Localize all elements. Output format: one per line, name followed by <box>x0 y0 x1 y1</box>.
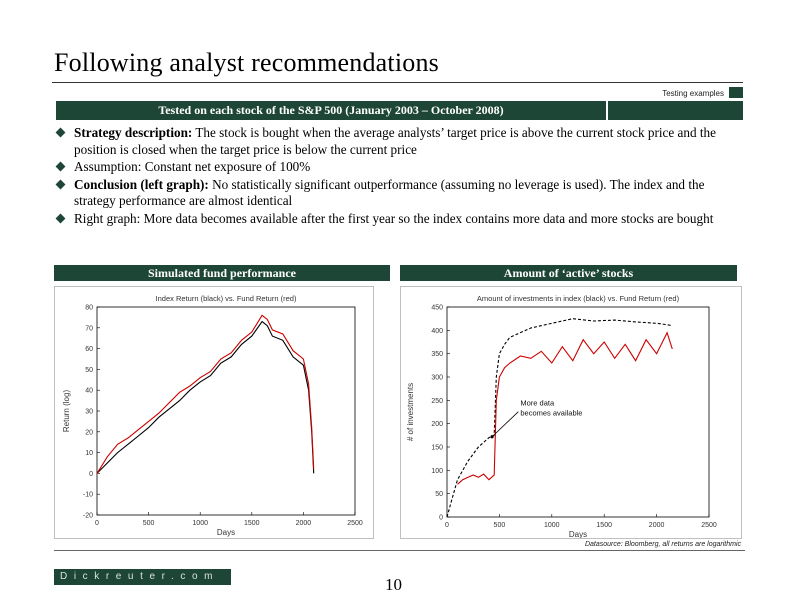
chart-title: Amount of investments in index (black) vs. Fund Return (red) <box>476 294 680 303</box>
y-tick-label: 30 <box>85 408 93 416</box>
active-stocks-chart <box>401 287 741 538</box>
y-axis-label: # of investments <box>406 382 415 442</box>
x-tick-label: 2500 <box>701 522 717 529</box>
annotation-text: More data <box>520 398 555 408</box>
x-tick-label: 0 <box>95 520 99 527</box>
bullet-text: Assumption: Constant net exposure of 100% <box>74 159 311 174</box>
y-tick-label: 450 <box>431 304 443 312</box>
y-tick-label: 50 <box>435 491 443 499</box>
x-tick-label: 500 <box>142 520 155 527</box>
y-tick-label: 40 <box>85 387 93 395</box>
x-tick-label: 0 <box>445 522 449 529</box>
x-tick-label: 500 <box>493 522 506 529</box>
bullet-text: No statistically significant outperformance (assuming no leverage is used). The index and the strategy performance are almost identical <box>74 176 705 208</box>
y-tick-label: 70 <box>85 325 93 333</box>
bullet-item <box>54 211 744 228</box>
left-chart-frame <box>54 286 374 539</box>
y-tick-label: 400 <box>431 327 443 335</box>
y-axis-label: Return (log) <box>62 389 71 433</box>
y-tick-label: 0 <box>439 514 443 522</box>
y-tick-label: 300 <box>431 374 443 382</box>
page-number: 10 <box>385 575 402 594</box>
y-tick-label: 0 <box>89 470 93 478</box>
right-chart-frame <box>400 286 742 539</box>
page-title: Following analyst recommendations <box>54 48 439 77</box>
bullet-item <box>54 177 744 210</box>
right-chart-header: Amount of ‘active’ stocks <box>400 265 737 281</box>
y-tick-label: 60 <box>85 346 93 354</box>
y-tick-label: 10 <box>85 450 93 458</box>
x-axis-label: Days <box>216 528 236 537</box>
y-tick-label: 20 <box>85 429 93 437</box>
diamond-bullet-icon <box>56 179 66 189</box>
plot-area <box>97 307 355 515</box>
diamond-bullet-icon <box>56 213 66 223</box>
bullet-bold: Conclusion (left graph): <box>74 176 209 192</box>
footer-divider <box>54 550 745 551</box>
bullet-bold: Strategy description: <box>74 125 193 140</box>
banner-accent <box>608 101 743 120</box>
subtitle-accent-bar <box>729 87 743 98</box>
y-tick-label: -20 <box>82 512 93 520</box>
x-tick-label: 2500 <box>347 520 363 527</box>
x-tick-label: 2000 <box>295 520 312 527</box>
bullet-item <box>54 159 744 176</box>
x-tick-label: 1000 <box>544 522 560 529</box>
title-divider <box>52 82 743 83</box>
x-tick-label: 1500 <box>596 522 612 529</box>
diamond-bullet-icon <box>56 162 66 172</box>
y-tick-label: 250 <box>431 397 443 405</box>
x-tick-label: 1000 <box>192 520 208 527</box>
data-source-note: Datasource: Bloomberg, all returns are logarithmic <box>584 541 741 548</box>
y-tick-label: 50 <box>85 366 93 374</box>
brand-logo: Dickreuter.com <box>54 569 231 585</box>
x-tick-label: 2000 <box>648 522 665 529</box>
y-tick-label: 200 <box>431 421 443 429</box>
bullet-item <box>54 125 744 158</box>
x-axis-label: Days <box>568 530 588 538</box>
bullet-list <box>54 125 744 228</box>
y-tick-label: -10 <box>82 491 93 499</box>
section-subtitle: Testing examples <box>662 89 724 98</box>
x-tick-label: 1500 <box>244 520 260 527</box>
annotation-arrow-head <box>490 435 493 438</box>
y-tick-label: 350 <box>431 351 443 359</box>
diamond-bullet-icon <box>56 128 66 138</box>
left-chart-header: Simulated fund performance <box>54 265 390 281</box>
y-tick-label: 80 <box>85 304 93 312</box>
fund-performance-chart <box>55 287 373 538</box>
bullet-text: Right graph: More data becomes available after the first year so the index contains more data and more stocks are bought <box>74 210 714 226</box>
test-banner: Tested on each stock of the S&P 500 (January 2003 – October 2008) <box>56 101 606 120</box>
bullet-text: The stock is bought when the average analysts’ target price is above the current stock price and the position is closed when the target price is below the current price <box>74 125 716 157</box>
annotation-text: becomes available <box>520 408 583 418</box>
y-tick-label: 100 <box>431 467 443 475</box>
y-tick-label: 150 <box>431 444 443 452</box>
chart-title: Index Return (black) vs. Fund Return (red) <box>155 294 297 303</box>
